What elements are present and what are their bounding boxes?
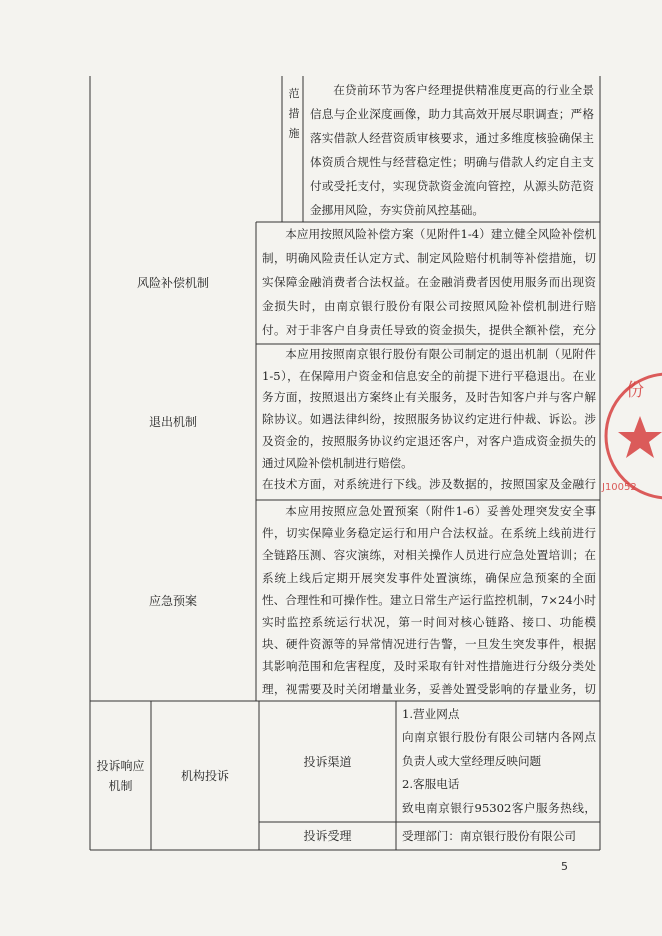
risk-compensation-label: 风险补偿机制: [136, 276, 209, 290]
company-seal: [596, 366, 662, 506]
complaint-channel-item: 1.营业网点: [402, 707, 460, 721]
emergency-plan-text: 本应用按照应急处置预案（附件1-6）妥善处理突发安全事件，切实保障业务稳定运行和用户合法权益。在系统上线前进行全链路压测、容灾演练，对相关操作人员进行应急处置培训；在系统上线后定期开展突发事件处置演练，确保应急预案的全面性、合理性和可操作性。建立日常生产运行监控机制，7×24小时实时监控系统运行状况，第一时间对核心链路、接口、功能模块、硬件资源等的异常情况进行告警，一旦发生突发事件，根据其影响范围和危害程度，及时采取有针对性措施进行分级分类处理，视需要及时关闭增量业务，妥善处置受影响的存量业务，切: [262, 504, 596, 696]
complaint-channel-item: 向南京银行股份有限公司辖内各网点负责人或大堂经理反映问题: [402, 730, 596, 768]
measures-label-char: 范: [288, 87, 300, 100]
complaint-channel-item: 致电南京银行95302客户服务热线，: [402, 800, 596, 815]
exit-mechanism-text: 本应用按照南京银行股份有限公司制定的退出机制（见附件1-5），在保障用户资金和信息安全的前提下进行平稳退出。在业务方面，按照退出方案终止有关服务，及时告知客户并与客户解除协议。如遇法律纠纷，按照服务协议约定进行仲裁、诉讼。涉及资金的，按照服务协议约定退还客户，对客户造成资金损失的通过风险补偿机制进行赔偿。 在技术方面，对系统进行下线。涉及数据的，按照国家及金融行: [262, 347, 596, 492]
complaint-section-label: [90, 701, 151, 850]
complaint-acceptance-label: 投诉受理: [303, 829, 352, 843]
emergency-plan-label: 应急预案: [148, 593, 197, 608]
measures-label-char: 施: [288, 127, 300, 140]
exit-mechanism-label: 退出机制: [148, 415, 197, 429]
complaint-channels-label: 投诉渠道: [303, 754, 352, 769]
risk-compensation-text: 本应用按照风险补偿方案（见附件1-4）建立健全风险补偿机制，明确风险责任认定方式、制定风险赔付机制等补偿措施，切实保障金融消费者合法权益。在金融消费者因使用服务而出现资金损失时，由南京银行股份有限公司按照风险补偿机制进行赔付。对于非客户自身责任导致的资金损失，提供全额补偿，充分: [262, 227, 596, 337]
seal-number: J10052: [602, 482, 637, 493]
complaint-section-label-line1: 投诉响应: [96, 758, 145, 773]
complaint-section-label-line2: 机制: [108, 778, 133, 793]
complaint-acceptance-text: 受理部门：南京银行股份有限公司: [402, 829, 576, 843]
measures-text: 在贷前环节为客户经理提供精准度更高的行业全景信息与企业深度画像，助力其高效开展尽职调查；严格落实借款人经营资质审核要求，通过多维度核验确保主体资质合规性与经营稳定性；明确与借款人约定自主支付或受托支付，实现贷款资金流向管控，从源头防范资金挪用风险，夯实贷前风控基础。: [310, 83, 594, 217]
page-number: 5: [561, 860, 568, 873]
seal-top-char: 份: [626, 380, 644, 401]
complaint-channel-item: 2.客服电话: [402, 777, 460, 792]
seal-graphic: [596, 366, 662, 506]
measures-label-char: 措: [288, 107, 300, 120]
complaint-channels-text: [402, 703, 596, 821]
measures-label: [287, 84, 301, 144]
institution-complaint-label: 机构投诉: [180, 768, 229, 783]
